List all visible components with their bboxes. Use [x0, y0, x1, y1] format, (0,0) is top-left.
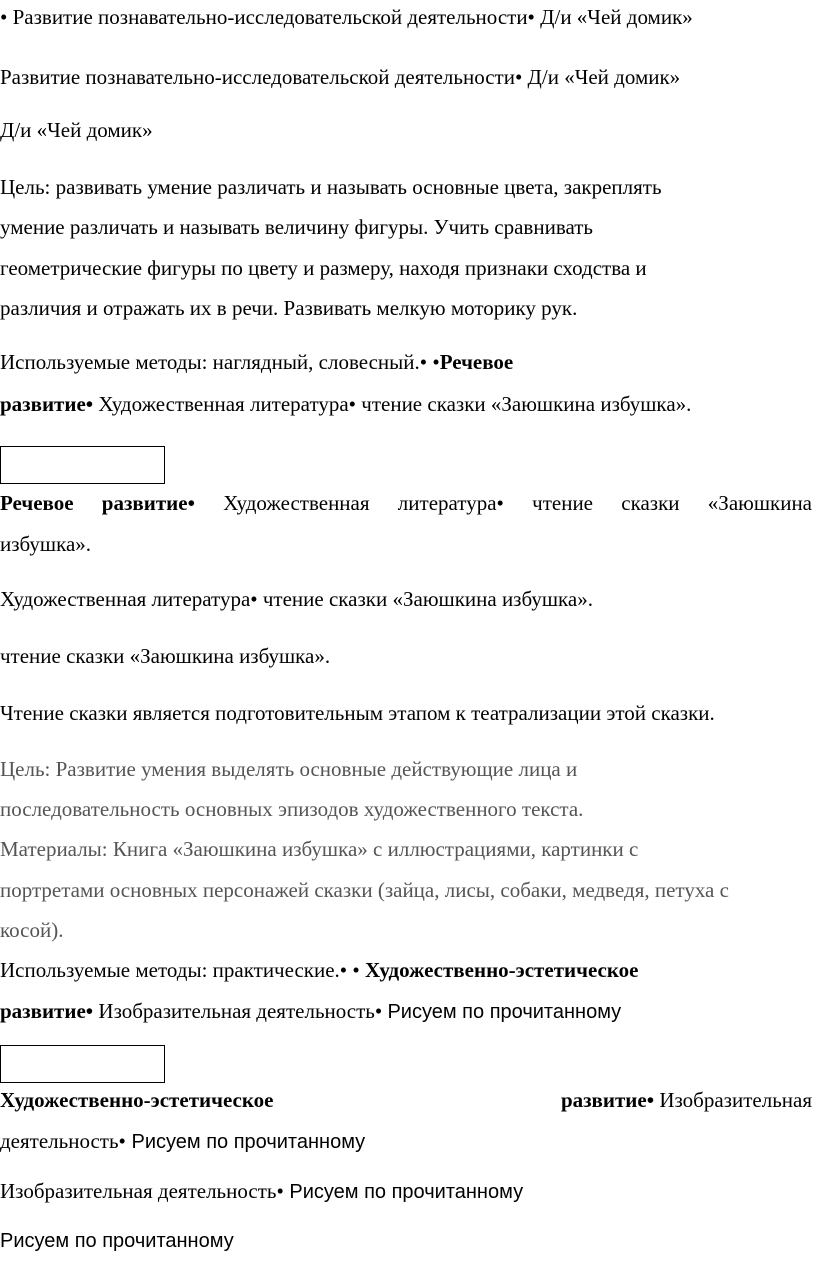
- section-title: развитие•: [560, 1088, 655, 1112]
- heading-line-2: Развитие познавательно-исследовательской деятельности• Д/и «Чей домик»: [0, 65, 681, 89]
- materials-line: косой).: [0, 918, 64, 942]
- goal-line: различия и отражать их в речи. Развивать мелкую моторику рук.: [0, 296, 578, 320]
- methods-line-2: [0, 998, 621, 1025]
- word: литература•: [397, 491, 504, 515]
- empty-text-box: [0, 446, 165, 484]
- section-title: Художественно-эстетическое: [365, 958, 639, 982]
- text-line: Художественная литература• чтение сказки «Заюшкина избушка».: [0, 587, 593, 611]
- goal-line: Цель: Развитие умения выделять основные действующие лица и: [0, 757, 578, 781]
- justified-line: [0, 490, 812, 516]
- empty-text-box: [0, 1045, 165, 1083]
- methods-line-2: [0, 391, 691, 417]
- methods-line: [0, 349, 513, 375]
- justified-line: [0, 1087, 812, 1113]
- methods-text: Художественная литература• чтение сказки «Заюшкина избушка».: [93, 392, 692, 416]
- text-segment-sans: Рисуем по прочитанному: [125, 1131, 366, 1153]
- text-line: [0, 1178, 523, 1205]
- word: Художественная: [223, 491, 370, 515]
- word: «Заюшкина: [707, 491, 812, 515]
- section-title: развитие•: [0, 392, 94, 416]
- text-segment: деятельность•: [0, 1129, 126, 1153]
- goal-line: геометрические фигуры по цвету и размеру, находя признаки сходства и: [0, 256, 647, 280]
- methods-text: Изобразительная деятельность•: [93, 999, 388, 1023]
- methods-text-sans: Рисуем по прочитанному: [387, 1001, 622, 1023]
- text-segment: [561, 1087, 812, 1113]
- text-line: Чтение сказки является подготовительным этапом к театрализации этой сказки.: [0, 701, 715, 725]
- section-title: развитие•: [0, 999, 94, 1023]
- text-line: чтение сказки «Заюшкина избушка».: [0, 644, 331, 668]
- word: Изобразительная: [654, 1088, 812, 1112]
- text-line: [0, 1128, 365, 1155]
- text-segment-sans: Рисуем по прочитанному: [283, 1181, 524, 1203]
- text-line: Рисуем по прочитанному: [0, 1230, 234, 1252]
- goal-line: последовательность основных эпизодов художественного текста.: [0, 797, 584, 821]
- methods-text: Используемые методы: наглядный, словесный.• •: [0, 350, 440, 374]
- materials-line: Материалы: Книга «Заюшкина избушка» с иллюстрациями, картинки с: [0, 837, 639, 861]
- methods-line: [0, 957, 639, 983]
- text-line: избушка».: [0, 532, 92, 556]
- word: сказки: [621, 491, 680, 515]
- heading-line-3: Д/и «Чей домик»: [0, 118, 153, 142]
- section-title: Художественно-эстетическое: [0, 1088, 274, 1112]
- goal-line: умение различать и называть величину фигуры. Учить сравнивать: [0, 215, 593, 239]
- word: Речевое: [0, 491, 74, 515]
- materials-line: портретами основных персонажей сказки (зайца, лисы, собаки, медведя, петуха с: [0, 878, 729, 902]
- text-segment: Изобразительная деятельность•: [0, 1179, 284, 1203]
- heading-line-1: • Развитие познавательно-исследовательской деятельности• Д/и «Чей домик»: [0, 5, 693, 29]
- goal-line: Цель: развивать умение различать и называть основные цвета, закреплять: [0, 175, 662, 199]
- word: развитие•: [101, 491, 195, 515]
- methods-text: Используемые методы: практические.• •: [0, 958, 365, 982]
- word: чтение: [532, 491, 593, 515]
- section-title: Речевое: [439, 350, 514, 374]
